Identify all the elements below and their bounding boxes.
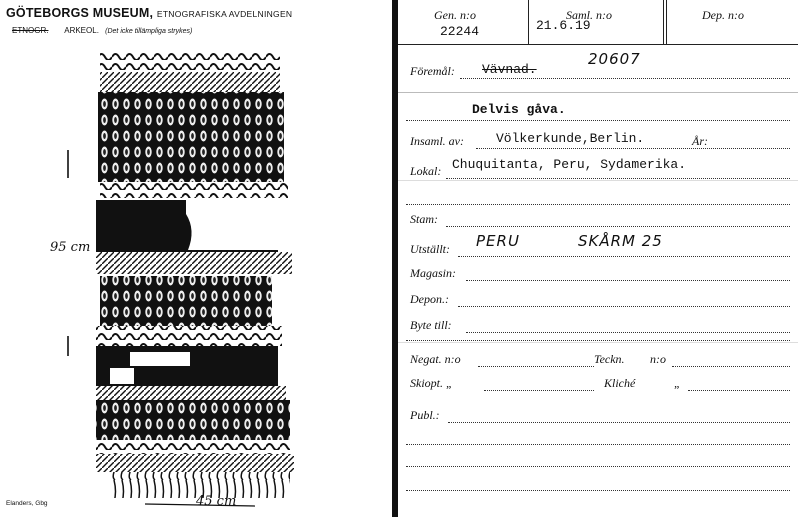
strike-note: (Det icke tillämpliga strykes) xyxy=(105,28,193,35)
foremal-line xyxy=(460,78,790,79)
header-separator-2 xyxy=(663,0,664,44)
skiopt-label: Skiopt. „ xyxy=(410,376,453,390)
textile-band-dark xyxy=(96,200,292,346)
utstallt-value-2: SKÅRM 25 xyxy=(578,232,663,250)
teckn-label: Teckn. xyxy=(594,352,625,366)
publ-line-4 xyxy=(406,490,790,491)
textile-band-top xyxy=(98,50,288,198)
grid-rule-2 xyxy=(398,342,798,343)
saml-number-label: Saml. n:o xyxy=(566,8,612,22)
stam-line xyxy=(446,226,790,227)
kliche-mark: „ xyxy=(674,376,681,390)
utstallt-line xyxy=(458,256,790,257)
negat-line xyxy=(478,366,594,367)
grid-rule xyxy=(398,180,798,181)
depon-label: Depon.: xyxy=(410,292,449,306)
magasin-line xyxy=(466,280,790,281)
header-separator-1 xyxy=(528,0,529,44)
insaml-value: Völkerkunde,Berlin. xyxy=(496,131,645,146)
publ-label: Publ.: xyxy=(410,408,440,422)
foremal-label: Föremål: xyxy=(410,64,455,78)
utstallt-label: Utställt: xyxy=(410,242,451,256)
gift-line xyxy=(406,120,790,121)
depon-line xyxy=(458,306,790,307)
kliche-label: Kliché xyxy=(604,376,636,390)
publ-line xyxy=(448,422,790,423)
insaml-label: Insaml. av: xyxy=(410,134,464,148)
section-line xyxy=(406,340,790,341)
lokal-label: Lokal: xyxy=(410,164,442,178)
teckn-line xyxy=(672,366,790,367)
lokal-line-2 xyxy=(406,204,790,205)
foremal-number: 20607 xyxy=(588,50,641,68)
dep-number-label: Dep. n:o xyxy=(702,8,744,22)
arkeol-label: ARKEOL. xyxy=(64,26,99,35)
height-measure: 95 cm xyxy=(50,240,91,255)
utstallt-value-1: PERU xyxy=(476,232,520,250)
teckn-number-label: n:o xyxy=(650,352,666,366)
gen-number-label: Gen. n:o xyxy=(434,8,476,22)
skiopt-line xyxy=(484,390,594,391)
gift-note: Delvis gåva. xyxy=(472,102,566,117)
etnogr-label: ETNOGR. xyxy=(12,26,49,35)
width-measure: 45 cm xyxy=(196,494,237,509)
lokal-value: Chuquitanta, Peru, Sydamerika. xyxy=(452,157,687,172)
stam-label: Stam: xyxy=(410,212,438,226)
header-rule xyxy=(398,44,798,45)
byte-label: Byte till: xyxy=(410,318,452,332)
kliche-line xyxy=(688,390,790,391)
saml-number-value: 21.6.19 xyxy=(536,18,591,33)
ar-label: År: xyxy=(692,134,708,148)
negat-label: Negat. n:o xyxy=(410,352,461,366)
textile-photo xyxy=(0,0,392,517)
header-separator-3 xyxy=(666,0,667,44)
department-name: ETNOGRAFISKA AVDELNINGEN xyxy=(156,9,293,19)
textile-band-bottom xyxy=(96,400,294,498)
catalog-card-form xyxy=(398,0,800,517)
row-rule xyxy=(398,92,798,93)
printer-credit: Elanders, Gbg xyxy=(6,500,48,507)
textile-band-middle xyxy=(96,346,286,400)
magasin-label: Magasin: xyxy=(410,266,456,280)
publ-line-3 xyxy=(406,466,790,467)
foremal-value: Vävnad. xyxy=(482,62,537,77)
museum-name: GÖTEBORGS MUSEUM, xyxy=(6,6,154,20)
insaml-line xyxy=(476,148,790,149)
lokal-line xyxy=(446,178,790,179)
byte-line xyxy=(466,332,790,333)
museum-card-image-side xyxy=(0,0,392,517)
publ-line-2 xyxy=(406,444,790,445)
gen-number-value: 22244 xyxy=(440,24,480,39)
